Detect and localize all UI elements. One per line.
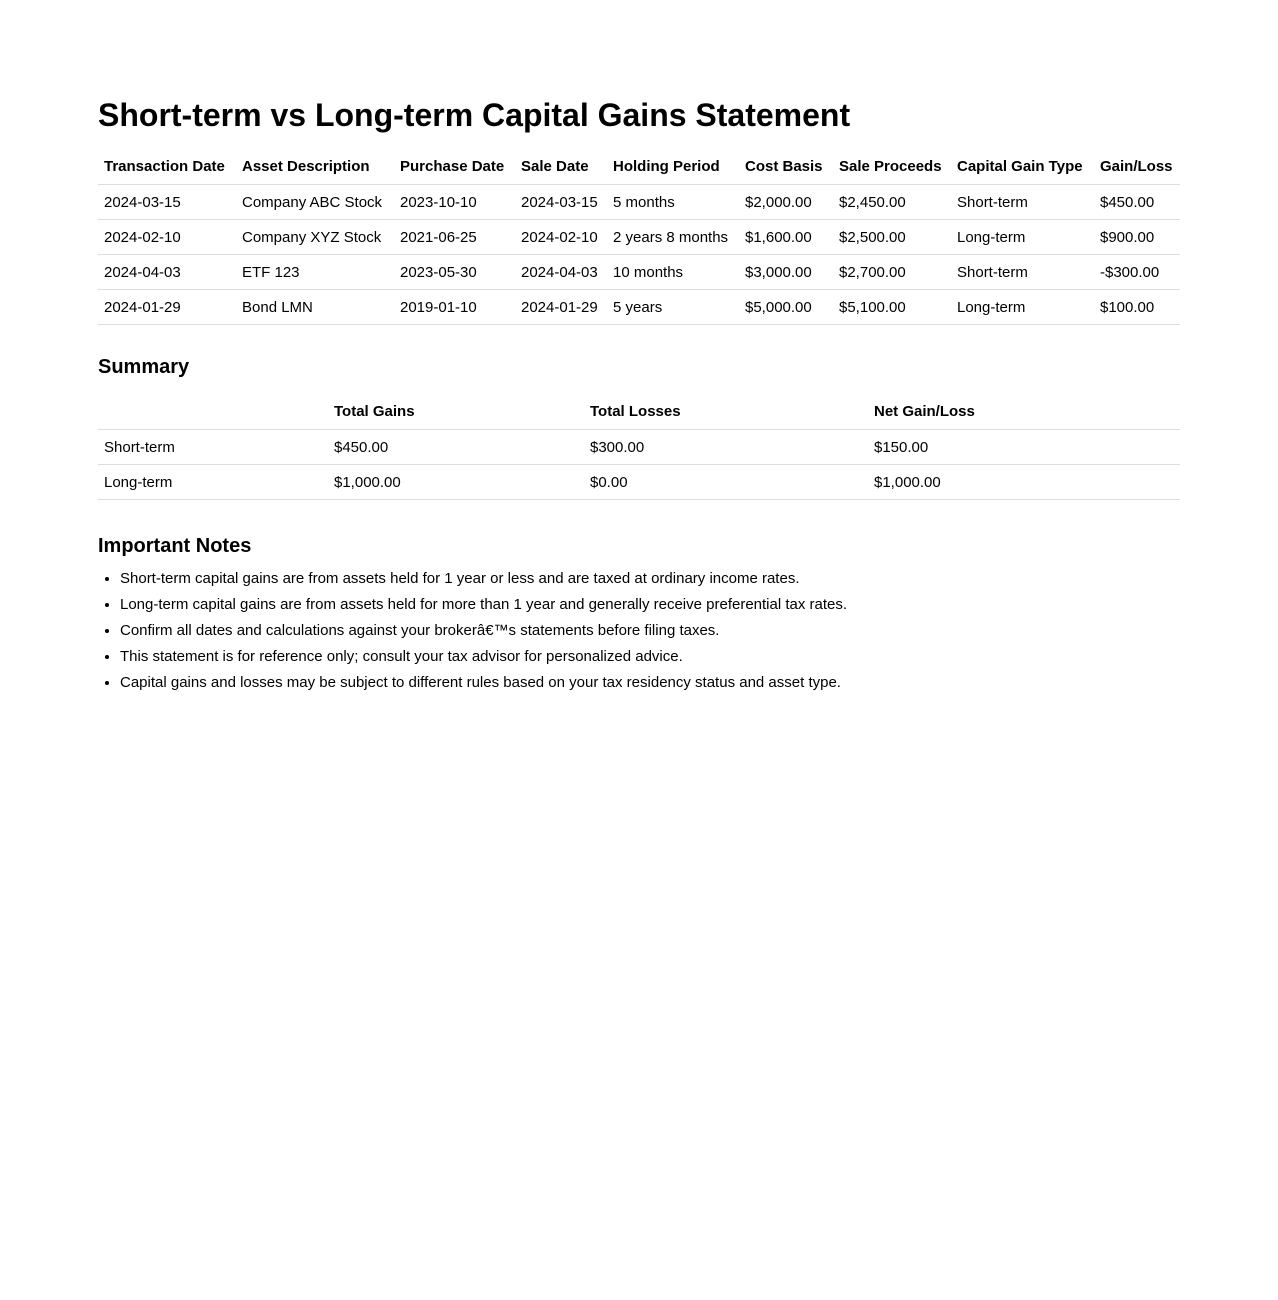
cell-capital-gain-type: Short-term (951, 185, 1094, 220)
summary-header-net-gain-loss: Net Gain/Loss (874, 403, 975, 420)
header-capital-gain-type: Capital Gain Type (957, 158, 1083, 175)
summary-header-total-gains: Total Gains (334, 403, 415, 420)
cell-gain-loss: -$300.00 (1094, 255, 1180, 290)
list-item: • Capital gains and losses may be subject to different rules based on your tax residency status and asset type. (120, 670, 1180, 696)
summary-header-row (98, 394, 1180, 430)
cell-holding-period: 5 months (607, 185, 739, 220)
cell-asset-description: Company XYZ Stock (236, 220, 394, 255)
cell-cost-basis: $3,000.00 (739, 255, 833, 290)
cell-asset-description: Bond LMN (236, 290, 394, 325)
notes-list (98, 566, 1180, 696)
summary-header-total-losses: Total Losses (590, 403, 681, 420)
cell-transaction-date: 2024-02-10 (98, 220, 236, 255)
header-sale-date: Sale Date (521, 158, 589, 175)
cell-purchase-date: 2023-10-10 (394, 185, 515, 220)
cell-purchase-date: 2021-06-25 (394, 220, 515, 255)
cell-transaction-date: 2024-04-03 (98, 255, 236, 290)
cell-sale-proceeds: $2,500.00 (833, 220, 951, 255)
cell-purchase-date: 2023-05-30 (394, 255, 515, 290)
header-cost-basis: Cost Basis (745, 158, 823, 175)
cell-sale-proceeds: $5,100.00 (833, 290, 951, 325)
cell-cost-basis: $5,000.00 (739, 290, 833, 325)
summary-cell-category: Short-term (98, 430, 328, 465)
summary-cell-total-gains: $450.00 (328, 430, 584, 465)
table-row (98, 290, 1180, 325)
cell-sale-date: 2024-04-03 (515, 255, 607, 290)
header-purchase-date: Purchase Date (400, 158, 505, 175)
cell-capital-gain-type: Long-term (951, 290, 1094, 325)
table-row (98, 465, 1180, 500)
table-row (98, 185, 1180, 220)
summary-cell-total-losses: $0.00 (584, 465, 868, 500)
header-holding-period: Holding Period (613, 158, 720, 175)
cell-transaction-date: 2024-01-29 (98, 290, 236, 325)
header-asset-description: Asset Description (242, 158, 370, 175)
cell-asset-description: Company ABC Stock (236, 185, 394, 220)
cell-gain-loss: $450.00 (1094, 185, 1180, 220)
list-item: • Long-term capital gains are from assets held for more than 1 year and generally receive preferential tax rates. (120, 592, 1180, 618)
cell-holding-period: 10 months (607, 255, 739, 290)
cell-sale-date: 2024-01-29 (515, 290, 607, 325)
cell-sale-proceeds: $2,700.00 (833, 255, 951, 290)
cell-gain-loss: $100.00 (1094, 290, 1180, 325)
table-row (98, 255, 1180, 290)
summary-header-category (98, 394, 328, 430)
cell-holding-period: 2 years 8 months (607, 220, 739, 255)
transactions-header-row (98, 149, 1180, 185)
summary-table (98, 394, 1180, 500)
cell-capital-gain-type: Long-term (951, 220, 1094, 255)
notes-heading: Important Notes (98, 535, 252, 557)
cell-cost-basis: $1,600.00 (739, 220, 833, 255)
summary-cell-total-gains: $1,000.00 (328, 465, 584, 500)
list-item: • Confirm all dates and calculations against your brokerâ€™s statements before filing taxes. (120, 618, 1180, 644)
cell-asset-description: ETF 123 (236, 255, 394, 290)
cell-sale-date: 2024-03-15 (515, 185, 607, 220)
header-sale-proceeds: Sale Proceeds (839, 158, 942, 175)
cell-cost-basis: $2,000.00 (739, 185, 833, 220)
cell-purchase-date: 2019-01-10 (394, 290, 515, 325)
cell-capital-gain-type: Short-term (951, 255, 1094, 290)
summary-heading: Summary (98, 356, 190, 378)
table-row (98, 220, 1180, 255)
summary-cell-net-gain-loss: $1,000.00 (868, 465, 1180, 500)
table-row (98, 430, 1180, 465)
summary-cell-category: Long-term (98, 465, 328, 500)
header-gain-loss: Gain/Loss (1100, 158, 1173, 175)
transactions-table (98, 149, 1180, 325)
cell-sale-date: 2024-02-10 (515, 220, 607, 255)
list-item: • This statement is for reference only; consult your tax advisor for personalized advice. (120, 644, 1180, 670)
cell-transaction-date: 2024-03-15 (98, 185, 236, 220)
page-title: Short-term vs Long-term Capital Gains Statement (98, 97, 851, 133)
cell-holding-period: 5 years (607, 290, 739, 325)
header-transaction-date: Transaction Date (104, 158, 225, 175)
cell-gain-loss: $900.00 (1094, 220, 1180, 255)
cell-sale-proceeds: $2,450.00 (833, 185, 951, 220)
list-item: • Short-term capital gains are from assets held for 1 year or less and are taxed at ordinary income rates. (120, 566, 1180, 592)
summary-cell-net-gain-loss: $150.00 (868, 430, 1180, 465)
summary-cell-total-losses: $300.00 (584, 430, 868, 465)
